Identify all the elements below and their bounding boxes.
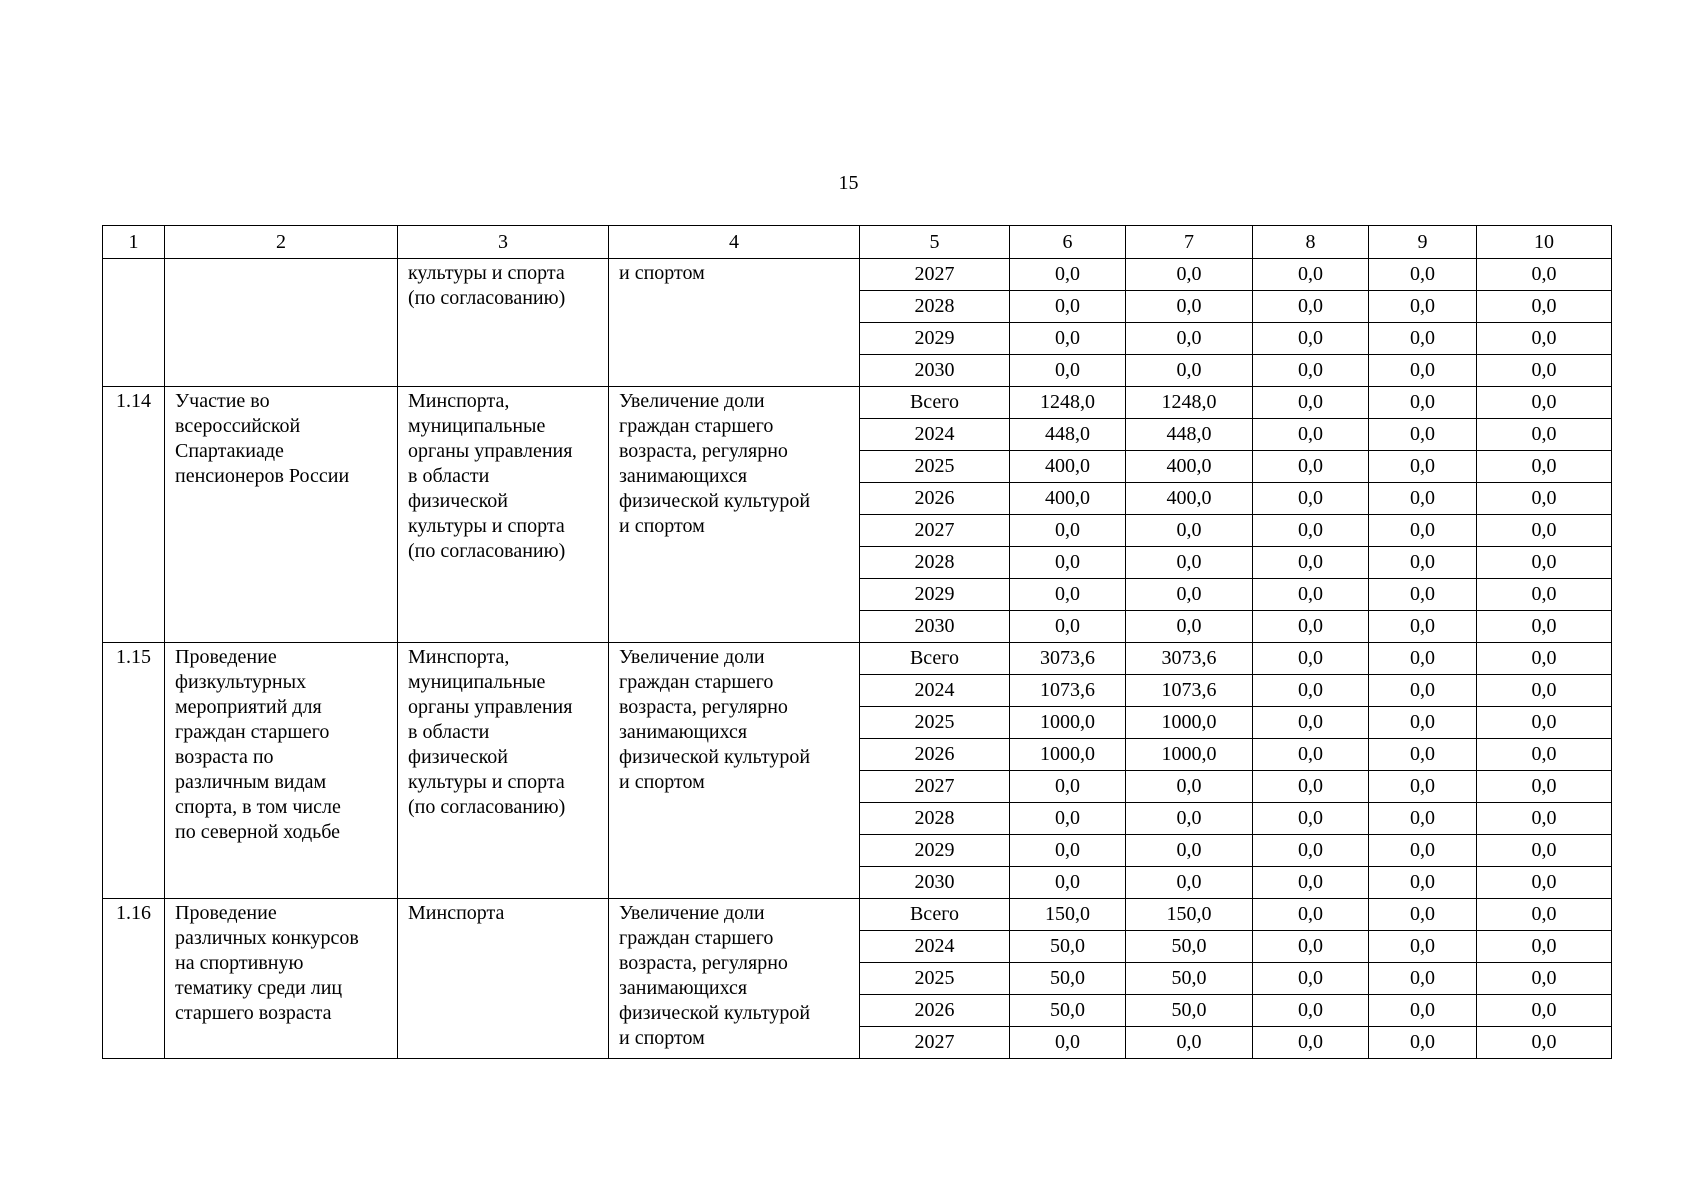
header-cell: 5 [860, 226, 1010, 259]
total-cell: 0,0 [1010, 771, 1126, 803]
column-number-row [103, 226, 1612, 259]
value-cell: 3073,6 [1126, 643, 1253, 675]
value-cell: 0,0 [1369, 387, 1477, 419]
value-cell: 0,0 [1477, 419, 1612, 451]
value-cell: 1000,0 [1126, 707, 1253, 739]
total-cell: 50,0 [1010, 963, 1126, 995]
value-cell: 0,0 [1369, 867, 1477, 899]
value-cell: 0,0 [1369, 803, 1477, 835]
item-number-cell [103, 259, 165, 387]
result-cell: и спортом [609, 259, 860, 387]
result-cell: Увеличение доли граждан старшего возраста, регулярно занимающихся физической культурой и спортом [609, 899, 860, 1059]
total-cell: 50,0 [1010, 995, 1126, 1027]
total-cell: 1073,6 [1010, 675, 1126, 707]
period-cell: 2027 [860, 259, 1010, 291]
value-cell: 0,0 [1369, 707, 1477, 739]
value-cell: 0,0 [1369, 515, 1477, 547]
value-cell: 0,0 [1477, 899, 1612, 931]
value-cell: 0,0 [1369, 675, 1477, 707]
value-cell: 0,0 [1253, 771, 1369, 803]
period-cell: 2030 [860, 867, 1010, 899]
total-cell: 0,0 [1010, 803, 1126, 835]
value-cell: 0,0 [1477, 355, 1612, 387]
value-cell: 0,0 [1253, 803, 1369, 835]
value-cell: 0,0 [1126, 547, 1253, 579]
value-cell: 0,0 [1253, 963, 1369, 995]
value-cell: 0,0 [1253, 323, 1369, 355]
table-row [103, 643, 1612, 675]
value-cell: 0,0 [1253, 259, 1369, 291]
period-cell: 2024 [860, 931, 1010, 963]
total-cell: 0,0 [1010, 579, 1126, 611]
value-cell: 400,0 [1126, 483, 1253, 515]
period-cell: 2030 [860, 355, 1010, 387]
value-cell: 0,0 [1477, 675, 1612, 707]
value-cell: 0,0 [1477, 995, 1612, 1027]
value-cell: 0,0 [1369, 835, 1477, 867]
event-name-cell: Участие во всероссийской Спартакиаде пенсионеров России [165, 387, 398, 643]
period-cell: 2030 [860, 611, 1010, 643]
total-cell: 0,0 [1010, 323, 1126, 355]
executor-cell: Минспорта, муниципальные органы управления в области физической культуры и спорта (по согласованию) [398, 387, 609, 643]
item-number-cell: 1.16 [103, 899, 165, 1059]
header-cell: 8 [1253, 226, 1369, 259]
value-cell: 0,0 [1253, 451, 1369, 483]
table-body [103, 226, 1612, 1059]
period-cell: 2029 [860, 835, 1010, 867]
value-cell: 0,0 [1253, 547, 1369, 579]
period-cell: 2025 [860, 963, 1010, 995]
header-cell: 3 [398, 226, 609, 259]
value-cell: 0,0 [1477, 611, 1612, 643]
value-cell: 0,0 [1126, 611, 1253, 643]
value-cell: 0,0 [1253, 835, 1369, 867]
value-cell: 0,0 [1477, 931, 1612, 963]
value-cell: 0,0 [1253, 1027, 1369, 1059]
total-cell: 0,0 [1010, 1027, 1126, 1059]
value-cell: 50,0 [1126, 963, 1253, 995]
value-cell: 0,0 [1369, 899, 1477, 931]
value-cell: 0,0 [1369, 643, 1477, 675]
value-cell: 0,0 [1477, 643, 1612, 675]
total-cell: 0,0 [1010, 515, 1126, 547]
total-cell: 50,0 [1010, 931, 1126, 963]
value-cell: 0,0 [1477, 483, 1612, 515]
value-cell: 0,0 [1477, 707, 1612, 739]
value-cell: 0,0 [1477, 803, 1612, 835]
total-cell: 400,0 [1010, 483, 1126, 515]
period-cell: 2027 [860, 771, 1010, 803]
value-cell: 0,0 [1253, 483, 1369, 515]
value-cell: 0,0 [1369, 771, 1477, 803]
value-cell: 0,0 [1369, 611, 1477, 643]
value-cell: 0,0 [1253, 291, 1369, 323]
value-cell: 0,0 [1477, 547, 1612, 579]
value-cell: 0,0 [1253, 515, 1369, 547]
header-cell: 1 [103, 226, 165, 259]
table-row [103, 259, 1612, 291]
total-cell: 150,0 [1010, 899, 1126, 931]
period-cell: Всего [860, 899, 1010, 931]
event-name-cell: Проведение различных конкурсов на спортивную тематику среди лиц старшего возраста [165, 899, 398, 1059]
value-cell: 0,0 [1253, 419, 1369, 451]
period-cell: 2025 [860, 451, 1010, 483]
value-cell: 50,0 [1126, 995, 1253, 1027]
value-cell: 0,0 [1253, 579, 1369, 611]
executor-cell: культуры и спорта (по согласованию) [398, 259, 609, 387]
value-cell: 1073,6 [1126, 675, 1253, 707]
period-cell: Всего [860, 643, 1010, 675]
value-cell: 0,0 [1477, 739, 1612, 771]
value-cell: 0,0 [1253, 931, 1369, 963]
value-cell: 0,0 [1126, 579, 1253, 611]
total-cell: 0,0 [1010, 835, 1126, 867]
header-cell: 4 [609, 226, 860, 259]
value-cell: 1248,0 [1126, 387, 1253, 419]
period-cell: 2026 [860, 483, 1010, 515]
period-cell: 2025 [860, 707, 1010, 739]
value-cell: 0,0 [1253, 675, 1369, 707]
total-cell: 400,0 [1010, 451, 1126, 483]
budget-table [102, 225, 1612, 1059]
period-cell: 2028 [860, 803, 1010, 835]
period-cell: 2028 [860, 547, 1010, 579]
value-cell: 0,0 [1369, 419, 1477, 451]
value-cell: 0,0 [1369, 579, 1477, 611]
value-cell: 0,0 [1126, 355, 1253, 387]
total-cell: 0,0 [1010, 355, 1126, 387]
event-name-cell: Проведение физкультурных мероприятий для граждан старшего возраста по различным видам спорта, в том числе по северной ходьбе [165, 643, 398, 899]
header-cell: 10 [1477, 226, 1612, 259]
value-cell: 0,0 [1253, 611, 1369, 643]
value-cell: 0,0 [1126, 771, 1253, 803]
value-cell: 0,0 [1126, 867, 1253, 899]
total-cell: 1000,0 [1010, 707, 1126, 739]
total-cell: 0,0 [1010, 611, 1126, 643]
value-cell: 400,0 [1126, 451, 1253, 483]
total-cell: 0,0 [1010, 259, 1126, 291]
value-cell: 50,0 [1126, 931, 1253, 963]
executor-cell: Минспорта [398, 899, 609, 1059]
value-cell: 0,0 [1253, 387, 1369, 419]
value-cell: 0,0 [1477, 963, 1612, 995]
value-cell: 0,0 [1253, 355, 1369, 387]
period-cell: 2027 [860, 1027, 1010, 1059]
value-cell: 0,0 [1126, 323, 1253, 355]
result-cell: Увеличение доли граждан старшего возраста, регулярно занимающихся физической культурой и спортом [609, 643, 860, 899]
value-cell: 1000,0 [1126, 739, 1253, 771]
total-cell: 1248,0 [1010, 387, 1126, 419]
total-cell: 0,0 [1010, 867, 1126, 899]
total-cell: 3073,6 [1010, 643, 1126, 675]
value-cell: 0,0 [1477, 1027, 1612, 1059]
total-cell: 0,0 [1010, 291, 1126, 323]
value-cell: 0,0 [1477, 515, 1612, 547]
value-cell: 448,0 [1126, 419, 1253, 451]
value-cell: 0,0 [1253, 995, 1369, 1027]
period-cell: 2028 [860, 291, 1010, 323]
period-cell: 2029 [860, 579, 1010, 611]
period-cell: 2024 [860, 419, 1010, 451]
value-cell: 0,0 [1253, 739, 1369, 771]
period-cell: 2029 [860, 323, 1010, 355]
value-cell: 0,0 [1253, 899, 1369, 931]
table-row [103, 387, 1612, 419]
executor-cell: Минспорта, муниципальные органы управления в области физической культуры и спорта (по согласованию) [398, 643, 609, 899]
period-cell: 2026 [860, 739, 1010, 771]
value-cell: 0,0 [1126, 803, 1253, 835]
event-name-cell [165, 259, 398, 387]
header-cell: 9 [1369, 226, 1477, 259]
total-cell: 448,0 [1010, 419, 1126, 451]
period-cell: Всего [860, 387, 1010, 419]
value-cell: 0,0 [1126, 515, 1253, 547]
value-cell: 0,0 [1126, 259, 1253, 291]
value-cell: 0,0 [1369, 1027, 1477, 1059]
value-cell: 0,0 [1369, 995, 1477, 1027]
table-row [103, 899, 1612, 931]
value-cell: 0,0 [1477, 323, 1612, 355]
item-number-cell: 1.14 [103, 387, 165, 643]
value-cell: 0,0 [1126, 835, 1253, 867]
value-cell: 0,0 [1477, 259, 1612, 291]
header-cell: 2 [165, 226, 398, 259]
value-cell: 0,0 [1477, 835, 1612, 867]
header-cell: 7 [1126, 226, 1253, 259]
value-cell: 0,0 [1253, 867, 1369, 899]
value-cell: 0,0 [1369, 547, 1477, 579]
value-cell: 0,0 [1126, 291, 1253, 323]
period-cell: 2024 [860, 675, 1010, 707]
value-cell: 0,0 [1477, 451, 1612, 483]
value-cell: 0,0 [1369, 291, 1477, 323]
value-cell: 0,0 [1369, 931, 1477, 963]
value-cell: 0,0 [1477, 771, 1612, 803]
period-cell: 2027 [860, 515, 1010, 547]
value-cell: 0,0 [1126, 1027, 1253, 1059]
header-cell: 6 [1010, 226, 1126, 259]
total-cell: 0,0 [1010, 547, 1126, 579]
result-cell: Увеличение доли граждан старшего возраста, регулярно занимающихся физической культурой и спортом [609, 387, 860, 643]
value-cell: 0,0 [1253, 707, 1369, 739]
period-cell: 2026 [860, 995, 1010, 1027]
value-cell: 0,0 [1369, 323, 1477, 355]
value-cell: 0,0 [1253, 643, 1369, 675]
value-cell: 0,0 [1369, 451, 1477, 483]
value-cell: 0,0 [1369, 259, 1477, 291]
value-cell: 150,0 [1126, 899, 1253, 931]
total-cell: 1000,0 [1010, 739, 1126, 771]
value-cell: 0,0 [1369, 739, 1477, 771]
value-cell: 0,0 [1369, 483, 1477, 515]
item-number-cell: 1.15 [103, 643, 165, 899]
value-cell: 0,0 [1477, 867, 1612, 899]
value-cell: 0,0 [1477, 387, 1612, 419]
value-cell: 0,0 [1369, 355, 1477, 387]
value-cell: 0,0 [1477, 291, 1612, 323]
value-cell: 0,0 [1369, 963, 1477, 995]
value-cell: 0,0 [1477, 579, 1612, 611]
page-number: 15 [838, 172, 859, 194]
